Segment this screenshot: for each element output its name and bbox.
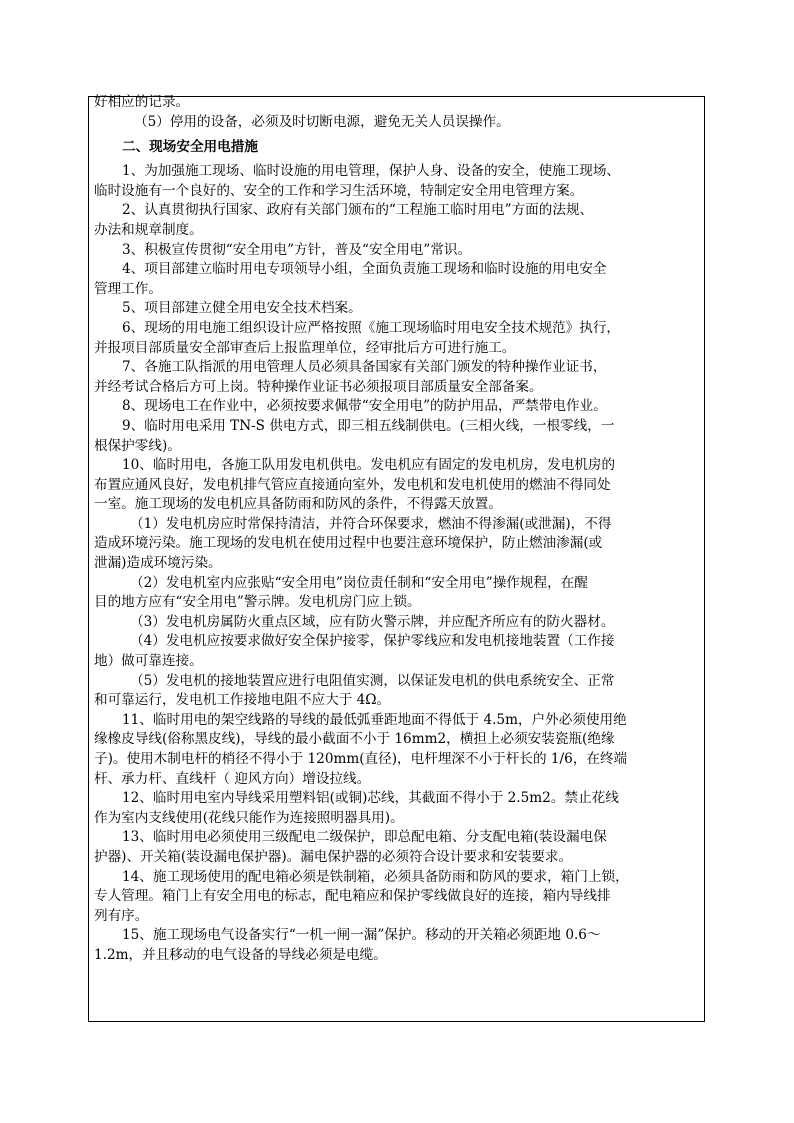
text-line: （2）发电机室内应张贴“安全用电”岗位责任制和“安全用电”操作规程，在醒 xyxy=(130,574,588,591)
text-line: 布置应通风良好，发电机排气管应直接通向室外，发电机和发电机使用的燃油不得同处 xyxy=(94,476,611,493)
text-line: 1、为加强施工现场、临时设施的用电管理，保护人身、设备的安全，使施工现场、 xyxy=(122,163,621,180)
document-body xyxy=(94,93,701,966)
text-line: 专人管理。箱门上有安全用电的标志，配电箱应和保护零线做良好的连接，箱内导线排 xyxy=(94,888,611,905)
text-line: 3、积极宣传贯彻“安全用电”方针，普及“安全用电”常识。 xyxy=(122,241,472,258)
text-line: 造成环境污染。施工现场的发电机在使用过程中也要注意环境保护，防止燃油渗漏(或 xyxy=(94,535,603,552)
text-line: （1）发电机房应时常保持清洁，并符合环保要求，燃油不得渗漏(或泄漏)，不得 xyxy=(130,515,612,532)
text-line: 护器)、开关箱(装设漏电保护器)。漏电保护器的必须符合设计要求和安装要求。 xyxy=(94,848,573,865)
text-line: 并报项目部质量安全部审查后上报监理单位，经审批后方可进行施工。 xyxy=(94,339,516,356)
section-heading: 二、现场安全用电措施 xyxy=(122,139,258,156)
text-line: 7、各施工队指派的用电管理人员必须具备国家有关部门颁发的特种操作业证书， xyxy=(122,359,607,376)
text-line: 12、临时用电室内导线采用塑料铝(或铜)芯线，其截面不得小于 2.5m2。禁止花线 xyxy=(122,790,619,807)
text-line: 并经考试合格后方可上岗。特种操作业证书必须报项目部质量安全部备案。 xyxy=(94,378,543,395)
text-line: 5、项目部建立健全用电安全技术档案。 xyxy=(122,300,362,317)
text-line: （5）停用的设备，必须及时切断电源，避免无关人员误操作。 xyxy=(134,113,510,130)
text-line: 6、现场的用电施工组织设计应严格按照《施工现场临时用电安全技术规范》执行， xyxy=(122,319,621,336)
text-line: 11、临时用电的架空线路的导线的最低弧垂距地面不得低于 4.5m，户外必须使用绝 xyxy=(122,711,627,728)
text-line: 14、施工现场使用的配电箱必须是铁制箱，必须具备防雨和防风的要求，箱门上锁， xyxy=(122,868,629,885)
text-line: 作为室内支线使用(花线只能作为连接照明器具用)。 xyxy=(94,809,404,826)
text-line: 泄漏)造成环境污染。 xyxy=(94,555,222,572)
text-line: 杆、承力杆、直线杆（ 迎风方向）增设拉线。 xyxy=(94,770,371,787)
text-line: 地）做可靠连接。 xyxy=(94,653,203,670)
text-line: 办法和规章制度。 xyxy=(94,221,203,238)
text-line: 4、项目部建立临时用电专项领导小组，全面负责施工现场和临时设施的用电安全 xyxy=(122,261,607,278)
text-line: 一室。施工现场的发电机应具备防雨和防风的条件，不得露天放置。 xyxy=(94,496,502,513)
text-line: 1.2m，并且移动的电气设备的导线必须是电缆。 xyxy=(94,946,387,963)
text-line: 2、认真贯彻执行国家、政府有关部门颁布的“工程施工临时用电”方面的法规、 xyxy=(122,202,594,219)
text-line: 列有序。 xyxy=(94,907,149,924)
text-line: 8、现场电工在作业中，必须按要求佩带“安全用电”的防护用品，严禁带电作业。 xyxy=(122,398,607,415)
text-line: 10、临时用电，各施工队用发电机供电。发电机应有固定的发电机房，发电机房的 xyxy=(122,457,616,474)
text-line: 子)。使用木制电杆的梢径不得小于 120mm(直径)，电杆埋深不小于杆长的 1/6，在终端 xyxy=(94,751,628,767)
text-line: （4）发电机应按要求做好安全保护接零，保护零线应和发电机接地装置（工作接 xyxy=(130,633,615,650)
text-line: 缘橡皮导线(俗称黑皮线)，导线的最小截面不小于 16mm2，横担上必须安装瓷瓶(绝缘 xyxy=(94,731,615,748)
text-line: 和可靠运行，发电机工作接地电阻不应大于 4Ω。 xyxy=(94,692,391,709)
text-line: 13、临时用电必须使用三级配电二级保护，即总配电箱、分支配电箱(装设漏电保 xyxy=(122,829,607,846)
text-line: 管理工作。 xyxy=(94,280,162,297)
text-line: 临时设施有一个良好的、安全的工作和学习生活环境，特制定安全用电管理方案。 xyxy=(94,182,584,199)
text-line: （3）发电机房属防火重点区域，应有防火警示牌，并应配齐所应有的防火器材。 xyxy=(130,613,615,630)
text-line: 根保护零线)。 xyxy=(94,437,181,454)
text-line: （5）发电机的接地装置应进行电阻值实测，以保证发电机的供电系统安全、正常 xyxy=(130,672,615,689)
text-line: 目的地方应有“安全用电”警示牌。发电机房门应上锁。 xyxy=(94,594,421,611)
text-line: 好相应的记录。 xyxy=(94,94,190,110)
text-line: 9、临时用电采用 TN-S 供电方式，即三相五线制供电。(三相火线，一根零线，一 xyxy=(122,417,615,434)
text-line: 15、施工现场电气设备实行“一机一闸一漏”保护。移动的开关箱必须距地 0.6～ xyxy=(122,927,601,944)
